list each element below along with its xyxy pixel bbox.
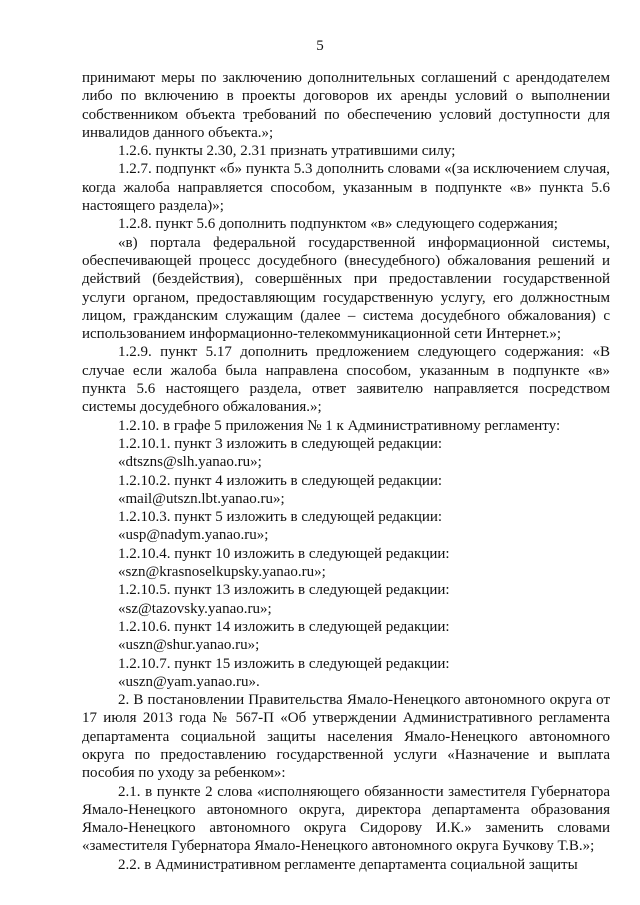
paragraph-subpoint-v: «в) портала федеральной государственной информационной системы, обеспечивающей процесс досудебного (внесудебного) обжалования решений и действий (бездействия), совершённых при предоставлении государственной услуги органом, предоставляющим государственную услугу, его должностным лицом, гражданским служащим (далее – система досудебного обжалования) с использованием информационно-телекоммуникационной сети Интернет.»; <box>82 234 610 343</box>
email-value: «uszn@yam.yanao.ru». <box>118 673 260 690</box>
paragraph-2-2: 2.2. в Административном регламенте департамента социальной защиты <box>118 856 578 873</box>
email-value: «uszn@shur.yanao.ru»; <box>118 637 260 654</box>
paragraph-1-2-6: 1.2.6. пункты 2.30, 2.31 признать утратившими силу; <box>118 143 456 160</box>
paragraph-2: 2. В постановлении Правительства Ямало-Ненецкого автономного округа от 17 июля 2013 года № 567-П «Об утверждении Административного регламента департамента социальной защиты населения Ямало-Ненецкого автономного округа по предоставлению государственной услуги «Назначение и выплата пособия по уходу за ребенком»: <box>82 692 610 782</box>
paragraph-1-2-10-7: 1.2.10.7. пункт 15 изложить в следующей редакции: <box>118 655 450 672</box>
email-value: «usp@nadym.yanao.ru»; <box>118 527 269 544</box>
paragraph-1-2-10: 1.2.10. в графе 5 приложения № 1 к Административному регламенту: <box>118 417 561 434</box>
paragraph-1-2-10-2: 1.2.10.2. пункт 4 изложить в следующей редакции: <box>118 472 443 489</box>
paragraph-1-2-10-3: 1.2.10.3. пункт 5 изложить в следующей редакции: <box>118 509 443 526</box>
paragraph-2-1: 2.1. в пункте 2 слова «исполняющего обязанности заместителя Губернатора Ямало-Ненецкого автономного округа, директора департамента образования Ямало-Ненецкого автономного округа Сидорову И.К.» заменить словами «заместителя Губернатора Ямало-Ненецкого автономного округа Бучкову Т.В.»; <box>82 783 610 855</box>
paragraph-1-2-10-5: 1.2.10.5. пункт 13 изложить в следующей редакции: <box>118 582 450 599</box>
paragraph-1-2-10-4: 1.2.10.4. пункт 10 изложить в следующей редакции: <box>118 545 450 562</box>
paragraph-1-2-10-1: 1.2.10.1. пункт 3 изложить в следующей редакции: <box>118 435 443 452</box>
email-value: «dtszns@slh.yanao.ru»; <box>118 454 262 471</box>
paragraph-1-2-10-6: 1.2.10.6. пункт 14 изложить в следующей редакции: <box>118 618 450 635</box>
paragraph-1-2-8: 1.2.8. пункт 5.6 дополнить подпунктом «в» следующего содержания; <box>118 216 558 233</box>
document-body <box>82 69 610 874</box>
paragraph-1-2-9: 1.2.9. пункт 5.17 дополнить предложением следующего содержания: «В случае если жалоба была направлена способом, указанным в подпункте «в» пункта 5.6 настоящего раздела, ответ заявителю направляется посредством системы досудебного обжалования.»; <box>82 344 610 416</box>
paragraph-1-2-7: 1.2.7. подпункт «б» пункта 5.3 дополнить словами «(за исключением случая, когда жалоба направляется способом, указанным в подпункте «в» пункта 5.6 настоящего раздела)»; <box>82 161 610 215</box>
email-value: «sz@tazovsky.yanao.ru»; <box>118 600 272 617</box>
page-number: 5 <box>316 38 324 54</box>
email-value: «szn@krasnoselkupsky.yanao.ru»; <box>118 564 326 581</box>
paragraph-continuation: принимают меры по заключению дополнительных соглашений с арендодателем либо по включению в проекты договоров их аренды условий о выполнении собственником объекта требований по обеспечению условий доступности для инвалидов данного объекта.»; <box>82 70 610 141</box>
email-value: «mail@utszn.lbt.yanao.ru»; <box>118 490 285 507</box>
